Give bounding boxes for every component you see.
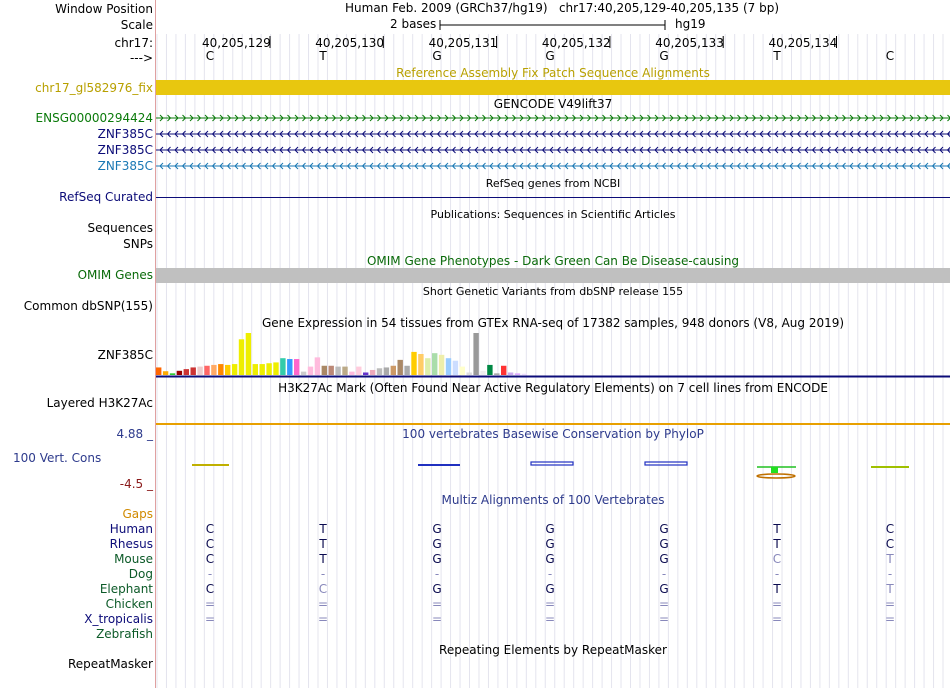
omim-gene-bar[interactable]: [156, 268, 950, 283]
gtex-tissue-bar: [425, 358, 430, 375]
multiz-gaps-label: Gaps: [122, 507, 153, 521]
gtex-tissue-bar: [377, 368, 382, 375]
gtex-tissue-bar: [301, 372, 306, 375]
alignment-base: =: [658, 612, 670, 626]
alignment-base: C: [772, 552, 782, 566]
gtex-tissue-bar: [453, 361, 458, 375]
gtex-tissue-bar: [349, 372, 354, 375]
alignment-base: G: [545, 537, 555, 551]
gtex-tissue-bar: [439, 355, 444, 375]
alignment-base: =: [884, 597, 896, 611]
omim-title[interactable]: OMIM Gene Phenotypes - Dark Green Can Be Disease-causing: [366, 254, 740, 268]
gtex-tissue-bar: [398, 360, 403, 375]
gtex-tissue-bar: [308, 367, 313, 375]
alignment-base: T: [773, 522, 781, 536]
alignment-base: -: [434, 567, 440, 581]
gencode-gene-label[interactable]: ZNF385C: [97, 143, 153, 157]
gtex-tissue-bar: [273, 362, 278, 375]
gtex-tissue-bar: [432, 353, 437, 375]
dbsnp-label[interactable]: Common dbSNP(155): [23, 299, 153, 313]
h3k27ac-title[interactable]: H3K27Ac Mark (Often Found Near Active Regulatory Elements) on 7 cell lines from ENCODE: [278, 381, 828, 395]
alignment-base: T: [319, 537, 327, 551]
alignment-base: C: [205, 537, 215, 551]
gtex-label[interactable]: ZNF385C: [97, 348, 153, 362]
gtex-tissue-bar: [218, 364, 223, 375]
gtex-expression-bars[interactable]: [156, 333, 527, 375]
alignment-base: =: [204, 612, 216, 626]
species-label[interactable]: Chicken: [105, 597, 153, 611]
gtex-tissue-bar: [418, 354, 423, 375]
gtex-tissue-bar: [191, 367, 196, 375]
gtex-tissue-bar: [163, 371, 168, 375]
alignment-base: T: [773, 582, 781, 596]
ruler-position: 40,205,132: [541, 36, 611, 50]
species-label[interactable]: Dog: [128, 567, 153, 581]
alignment-base: G: [432, 522, 442, 536]
gencode-gene-label[interactable]: ZNF385C: [97, 159, 153, 173]
gtex-tissue-bar: [170, 373, 175, 375]
gtex-tissue-bar: [156, 367, 161, 375]
alignment-base: C: [318, 582, 328, 596]
gtex-tissue-bar: [260, 364, 265, 375]
reference-base: C: [205, 49, 215, 63]
gencode-gene-label[interactable]: ENSG00000294424: [35, 111, 153, 125]
window-position-label: Window Position: [55, 2, 153, 16]
refseq-title[interactable]: RefSeq genes from NCBI: [485, 177, 621, 190]
alignment-base: -: [661, 567, 667, 581]
alignment-base: -: [547, 567, 553, 581]
h3k27ac-label[interactable]: Layered H3K27Ac: [46, 396, 153, 410]
alignment-base: G: [659, 582, 669, 596]
alignment-base: C: [885, 537, 895, 551]
alignment-base: G: [659, 552, 669, 566]
alignment-base: C: [885, 522, 895, 536]
strand-arrow-label: --->: [129, 51, 153, 65]
alignment-base: -: [887, 567, 893, 581]
phylop-max-value: 4.88 _: [116, 427, 153, 441]
alignment-base: =: [431, 612, 443, 626]
omim-label[interactable]: OMIM Genes: [77, 268, 153, 282]
species-label[interactable]: Human: [109, 522, 153, 536]
gencode-title[interactable]: GENCODE V49lift37: [493, 97, 613, 111]
alignment-base: =: [771, 612, 783, 626]
gtex-title[interactable]: Gene Expression in 54 tissues from GTEx RNA-seq of 17382 samples, 948 donors (V8, Aug 2019): [261, 316, 845, 330]
alignment-base: =: [317, 612, 329, 626]
gtex-tissue-bar: [363, 372, 368, 375]
reference-base: T: [319, 49, 327, 63]
publications-title[interactable]: Publications: Sequences in Scientific Articles: [430, 208, 676, 221]
gtex-tissue-bar: [480, 371, 485, 375]
publications-snps-label[interactable]: SNPs: [123, 237, 153, 251]
species-label[interactable]: Rhesus: [109, 537, 153, 551]
phylop-title[interactable]: 100 vertebrates Basewise Conservation by PhyloP: [402, 427, 704, 441]
alignment-base: =: [658, 597, 670, 611]
species-label[interactable]: Elephant: [99, 582, 153, 596]
reference-base: G: [545, 49, 555, 63]
repeatmasker-label[interactable]: RepeatMasker: [67, 657, 153, 671]
scale-bar[interactable]: [440, 20, 665, 30]
gtex-tissue-bar: [197, 367, 202, 375]
gencode-gene-label[interactable]: ZNF385C: [97, 127, 153, 141]
gtex-tissue-bar: [467, 372, 472, 375]
ruler-position: 40,205,134: [768, 36, 838, 50]
gtex-tissue-bar: [329, 366, 334, 375]
gtex-tissue-bar: [370, 370, 375, 375]
alignment-base: G: [659, 522, 669, 536]
alignment-base: C: [205, 552, 215, 566]
reference-base: G: [432, 49, 442, 63]
alignment-base: T: [773, 537, 781, 551]
gtex-tissue-bar: [280, 358, 285, 375]
alignment-base: C: [205, 522, 215, 536]
repeatmasker-title[interactable]: Repeating Elements by RepeatMasker: [439, 643, 667, 657]
alignment-base: T: [319, 522, 327, 536]
gtex-tissue-bar: [501, 366, 506, 375]
alignment-base: =: [884, 612, 896, 626]
alignment-base: G: [432, 582, 442, 596]
ruler-position: 40,205,133: [655, 36, 724, 50]
gtex-tissue-bar: [473, 333, 478, 375]
chrom-label: chr17:: [114, 36, 153, 50]
ruler-position: 40,205,131: [428, 36, 498, 50]
gtex-tissue-bar: [460, 367, 465, 375]
gtex-tissue-bar: [411, 352, 416, 375]
gtex-tissue-bar: [211, 365, 216, 375]
alignment-base: G: [545, 522, 555, 536]
alignment-base: =: [771, 597, 783, 611]
gtex-tissue-bar: [177, 371, 182, 375]
gtex-tissue-bar: [356, 367, 361, 375]
alignment-base: =: [317, 597, 329, 611]
scale-assembly: hg19: [675, 17, 706, 31]
species-label[interactable]: Mouse: [114, 552, 153, 566]
phylop-min-value: -4.5 _: [119, 477, 153, 491]
alignment-base: -: [320, 567, 326, 581]
gtex-tissue-bar: [487, 365, 492, 375]
gtex-tissue-bar: [384, 367, 389, 375]
fix-patch-alignment-bar[interactable]: [156, 80, 950, 95]
gtex-tissue-bar: [335, 367, 340, 375]
reference-base: C: [885, 49, 895, 63]
gtex-tissue-bar: [266, 363, 271, 375]
alignment-base: T: [886, 582, 894, 596]
gtex-tissue-bar: [246, 333, 251, 375]
phylop-label[interactable]: 100 Vert. Cons: [13, 451, 102, 465]
alignment-base: C: [205, 582, 215, 596]
species-label[interactable]: Zebrafish: [96, 627, 153, 641]
gtex-tissue-bar: [404, 366, 409, 375]
scale-label: Scale: [120, 18, 153, 32]
gtex-tissue-bar: [253, 364, 258, 375]
publications-sequences-label[interactable]: Sequences: [87, 221, 153, 235]
window-position-value: Human Feb. 2009 (GRCh37/hg19) chr17:40,205,129-40,205,135 (7 bp): [345, 1, 780, 15]
gtex-tissue-bar: [446, 358, 451, 375]
scale-value: 2 bases: [390, 17, 437, 31]
gtex-tissue-bar: [232, 364, 237, 375]
dbsnp-title[interactable]: Short Genetic Variants from dbSNP release 155: [422, 285, 684, 298]
gtex-tissue-bar: [184, 369, 189, 375]
alignment-base: -: [774, 567, 780, 581]
gtex-tissue-bar: [315, 357, 320, 375]
reference-base: G: [659, 49, 669, 63]
alignment-base: G: [545, 582, 555, 596]
gtex-tissue-bar: [287, 359, 292, 375]
alignment-base: =: [204, 597, 216, 611]
alignment-base: G: [545, 552, 555, 566]
alignment-base: =: [544, 597, 556, 611]
gtex-tissue-bar: [494, 373, 499, 375]
alignment-base: T: [319, 552, 327, 566]
species-label[interactable]: X_tropicalis: [84, 612, 153, 626]
alignment-base: =: [431, 597, 443, 611]
alignment-base: G: [432, 552, 442, 566]
alignment-base: T: [886, 552, 894, 566]
reference-base: T: [773, 49, 781, 63]
gtex-tissue-bar: [294, 359, 299, 375]
alignment-base: -: [207, 567, 213, 581]
gtex-tissue-bar: [322, 366, 327, 375]
gtex-tissue-bar: [522, 374, 527, 375]
ruler-position: 40,205,130: [315, 36, 385, 50]
gtex-tissue-bar: [508, 372, 513, 375]
gtex-tissue-bar: [342, 367, 347, 375]
gtex-tissue-bar: [515, 373, 520, 375]
alignment-base: G: [432, 537, 442, 551]
alignment-base: =: [544, 612, 556, 626]
fix-patch-label[interactable]: chr17_gl582976_fix: [35, 81, 153, 95]
gtex-tissue-bar: [391, 366, 396, 375]
gencode-gene-lines[interactable]: [156, 115, 950, 169]
refseq-label[interactable]: RefSeq Curated: [59, 190, 153, 204]
alignment-base: G: [659, 537, 669, 551]
multiz-title[interactable]: Multiz Alignments of 100 Vertebrates: [441, 493, 665, 507]
ruler-position: 40,205,129: [202, 36, 271, 50]
gtex-tissue-bar: [204, 366, 209, 375]
fix-patch-title[interactable]: Reference Assembly Fix Patch Sequence Alignments: [396, 66, 710, 80]
gtex-tissue-bar: [239, 339, 244, 375]
gtex-tissue-bar: [225, 365, 230, 375]
